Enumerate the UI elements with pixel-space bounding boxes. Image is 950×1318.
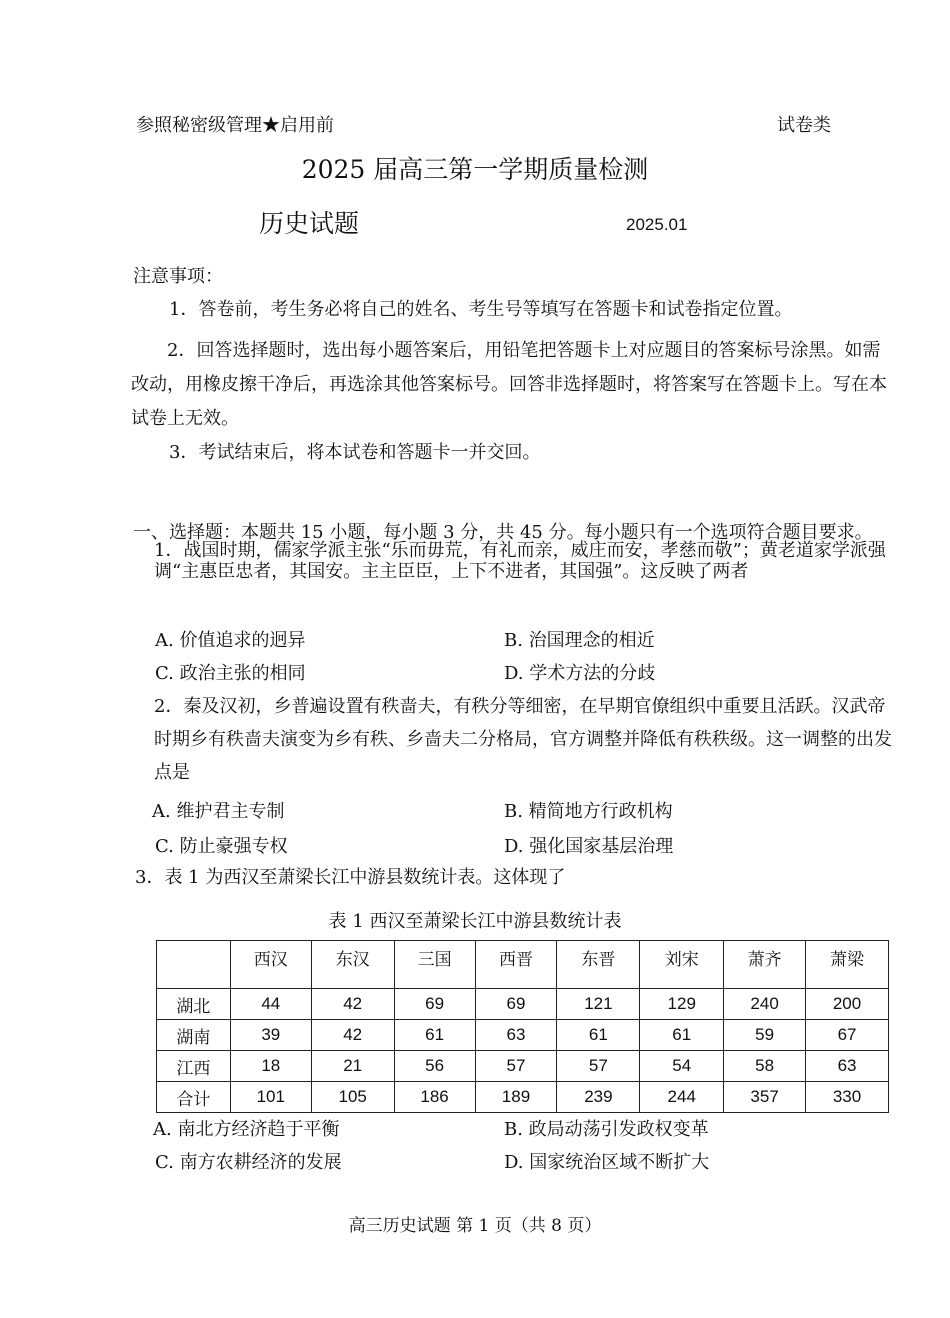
- table-column-header: 西晋: [475, 941, 557, 989]
- table-cell: 61: [557, 1020, 640, 1051]
- subject-title: 历史试题: [259, 209, 360, 238]
- table-cell: 357: [724, 1082, 806, 1113]
- notice-item-1: 1．答卷前，考生务必将自己的姓名、考生号等填写在答题卡和试卷指定位置。: [169, 299, 793, 320]
- table-cell: 57: [557, 1051, 640, 1082]
- question-1-stem-text: 1．战国时期，儒家学派主张“乐而毋荒，有礼而亲，威庄而安，孝慈而敬”；黄老道家学派强调“主惠臣忠者，其国安。主主臣臣，上下不进者，其国强”。这反映了两者: [154, 540, 886, 582]
- table-cell: 330: [806, 1082, 889, 1113]
- table-cell: 59: [724, 1020, 806, 1051]
- table-cell: 189: [475, 1082, 557, 1113]
- table-cell: 239: [557, 1082, 640, 1113]
- table-row-label: 江西: [157, 1051, 231, 1082]
- table-cell: 69: [475, 989, 557, 1020]
- table-column-header: 西汉: [230, 941, 311, 989]
- classification-label: 参照秘密级管理★启用前: [136, 115, 334, 136]
- table-row-label: 合计: [157, 1082, 231, 1113]
- table-cell: 56: [394, 1051, 475, 1082]
- table-row: [157, 1051, 889, 1082]
- question-2-stem: 2．秦及汉初，乡普遍设置有秩啬夫，有秩分等细密，在早期官僚组织中重要且活跃。汉武帝时期乡有秩啬夫演变为乡有秩、乡啬夫二分格局，官方调整并降低有秩秩级。这一调整的出发点是: [154, 696, 892, 783]
- q3-option-c: C. 南方农耕经济的发展: [155, 1152, 342, 1173]
- table-column-header: 三国: [394, 941, 475, 989]
- table-row-label: 湖南: [157, 1020, 231, 1051]
- table-cell: 244: [640, 1082, 724, 1113]
- table-cell: 21: [311, 1051, 394, 1082]
- table-cell: 121: [557, 989, 640, 1020]
- q1-option-d: D. 学术方法的分歧: [504, 663, 656, 684]
- table-cell: 61: [640, 1020, 724, 1051]
- table-cell: 129: [640, 989, 724, 1020]
- table-cell: 44: [230, 989, 311, 1020]
- county-stats-table: [156, 940, 889, 1113]
- table-cell: 69: [394, 989, 475, 1020]
- section-heading: 一、选择题：本题共 15 小题，每小题 3 分，共 45 分。每小题只有一个选项符合题目要求。: [133, 522, 873, 543]
- table-cell: 42: [311, 989, 394, 1020]
- q2-option-a: A. 维护君主专制: [152, 801, 285, 822]
- question-1-stem: [154, 540, 890, 582]
- table-column-header: 东晋: [557, 941, 640, 989]
- table-cell: 39: [230, 1020, 311, 1051]
- exam-title: 2025 届高三第一学期质量检测: [301, 155, 649, 184]
- q2-option-b: B. 精简地方行政机构: [504, 801, 673, 822]
- q1-option-a: A. 价值追求的迥异: [155, 630, 306, 651]
- table-cell: 105: [311, 1082, 394, 1113]
- table-cell: 101: [230, 1082, 311, 1113]
- question-3-stem: 3．表 1 为西汉至萧梁长江中游县数统计表。这体现了: [135, 867, 566, 888]
- table-cell: 54: [640, 1051, 724, 1082]
- table-column-header: 东汉: [311, 941, 394, 989]
- q3-option-d: D. 国家统治区域不断扩大: [504, 1152, 710, 1173]
- table-cell: 63: [806, 1051, 889, 1082]
- table-corner-cell: [157, 941, 231, 989]
- table-cell: 67: [806, 1020, 889, 1051]
- exam-date: 2025.01: [626, 215, 688, 234]
- table-row: [157, 1020, 889, 1051]
- category-label: 试卷类: [777, 115, 831, 136]
- table-caption: 表 1 西汉至萧梁长江中游县数统计表: [328, 911, 622, 932]
- q2-option-c: C. 防止豪强专权: [155, 836, 288, 857]
- page-footer: 高三历史试题 第 1 页（共 8 页）: [348, 1216, 602, 1236]
- notice-heading: 注意事项：: [133, 266, 223, 287]
- table-row: [157, 989, 889, 1020]
- table-cell: 58: [724, 1051, 806, 1082]
- table-cell: 57: [475, 1051, 557, 1082]
- table-cell: 186: [394, 1082, 475, 1113]
- notice-item-3: 3．考试结束后，将本试卷和答题卡一并交回。: [169, 442, 541, 463]
- table-column-header: 萧梁: [806, 941, 889, 989]
- table-cell: 18: [230, 1051, 311, 1082]
- notice-item-2: 2．回答选择题时，选出每小题答案后，用铅笔把答题卡上对应题目的答案标号涂黑。如需改动，用橡皮擦干净后，再选涂其他答案标号。回答非选择题时，将答案写在答题卡上。写在本试卷上无效。: [131, 340, 887, 429]
- table-column-header: 刘宋: [640, 941, 724, 989]
- q1-option-b: B. 治国理念的相近: [504, 630, 655, 651]
- table-cell: 61: [394, 1020, 475, 1051]
- table-column-header: 萧齐: [724, 941, 806, 989]
- q1-option-c: C. 政治主张的相同: [155, 663, 306, 684]
- table-header-row: [157, 941, 889, 989]
- table-row: [157, 1082, 889, 1113]
- table-cell: 240: [724, 989, 806, 1020]
- table-cell: 63: [475, 1020, 557, 1051]
- table-cell: 200: [806, 989, 889, 1020]
- q3-option-a: A. 南北方经济趋于平衡: [153, 1119, 340, 1140]
- table-row-label: 湖北: [157, 989, 231, 1020]
- table-cell: 42: [311, 1020, 394, 1051]
- q3-option-b: B. 政局动荡引发政权变革: [504, 1119, 709, 1140]
- q2-option-d: D. 强化国家基层治理: [504, 836, 674, 857]
